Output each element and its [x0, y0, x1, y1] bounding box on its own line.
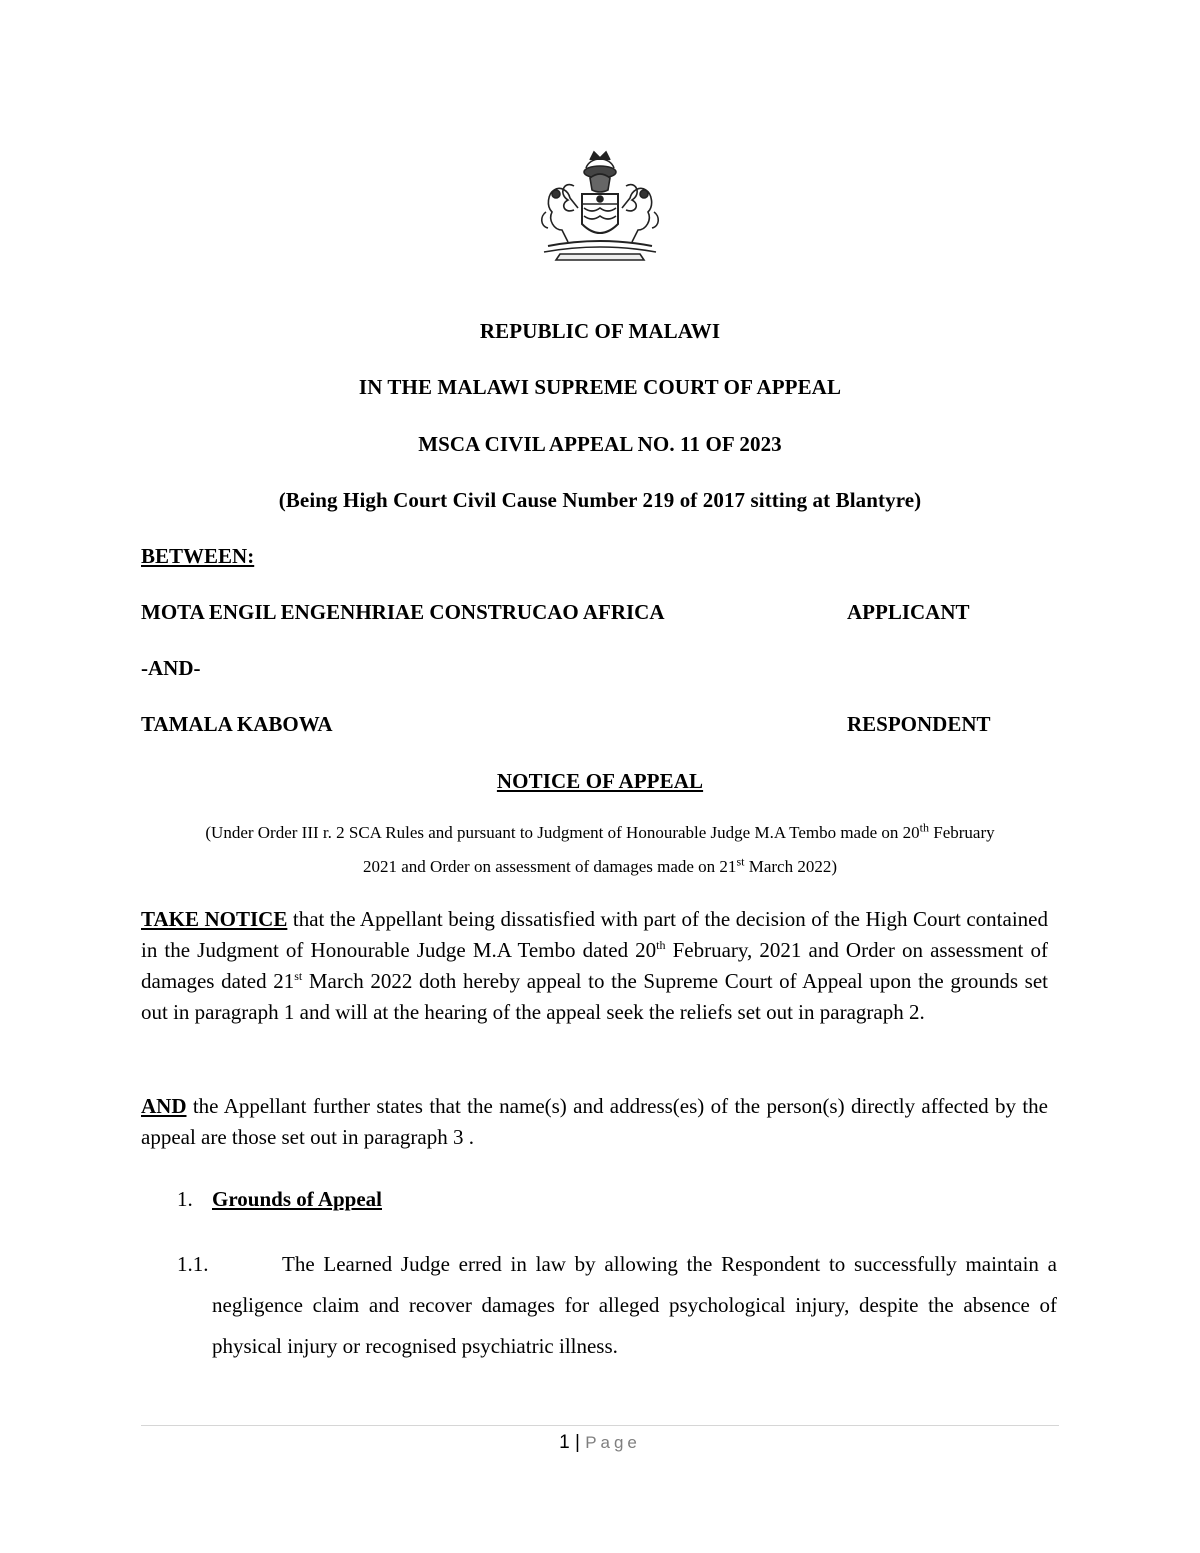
footer-rule: [141, 1425, 1059, 1426]
and-paragraph: AND the Appellant further states that the name(s) and address(es) of the person(s) directly affected by the appeal are those set out in paragraph 3 .: [141, 1094, 1048, 1149]
case-number: MSCA CIVIL APPEAL NO. 11 OF 2023: [418, 432, 782, 456]
respondent-name: TAMALA KABOWA: [141, 712, 333, 736]
take-notice-paragraph: TAKE NOTICE that the Appellant being dissatisfied with part of the decision of the High Court contained in the Judgment of Honourable Judge M.A Tembo dated 20th February, 2021 and Order on assessment of damages dated 21st March 2022 doth hereby appeal to the Supreme Court of Appeal upon the grounds set out in paragraph 1 and will at the hearing of the appeal seek the reliefs set out in paragraph 2.: [141, 907, 1049, 1024]
between-label: BETWEEN:: [141, 544, 255, 568]
page-number: 1: [559, 1432, 570, 1453]
applicant-name: MOTA ENGIL ENGENHRIAE CONSTRUCAO AFRICA: [141, 600, 665, 624]
notice-title: NOTICE OF APPEAL: [496, 769, 704, 793]
applicant-role: APPLICANT: [847, 600, 970, 624]
respondent-role: RESPONDENT: [847, 712, 991, 736]
page-separator: |: [574, 1432, 580, 1453]
take-notice-lead: TAKE NOTICE: [141, 907, 288, 931]
and-separator: -AND-: [141, 656, 201, 680]
page-footer: [0, 1432, 1200, 1454]
notice-subtitle-line-2: 2021 and Order on assessment of damages made on 21st March 2022): [363, 854, 837, 876]
grounds-number: 1.: [177, 1187, 193, 1211]
court-heading: IN THE MALAWI SUPREME COURT OF APPEAL: [358, 375, 842, 399]
notice-subtitle: [0, 816, 1200, 884]
coat-of-arms-emblem: [534, 150, 666, 264]
page-word: Page: [585, 1433, 641, 1452]
ground-item-text: The Learned Judge erred in law by allowing the Respondent to successfully maintain a negligence claim and recover damages for alleged psychological injury, despite the absence of physical injury or recognised psychiatric illness.: [212, 1252, 1057, 1358]
grounds-heading: Grounds of Appeal: [212, 1187, 382, 1211]
high-court-reference: (Being High Court Civil Cause Number 219 of 2017 sitting at Blantyre): [278, 488, 922, 512]
and-lead: AND: [141, 1094, 187, 1118]
republic-heading: REPUBLIC OF MALAWI: [479, 319, 721, 343]
ground-item-number: 1.1.: [177, 1252, 209, 1276]
notice-subtitle-line-1: (Under Order III r. 2 SCA Rules and pursuant to Judgment of Honourable Judge M.A Tembo made on 20th February: [205, 820, 995, 842]
